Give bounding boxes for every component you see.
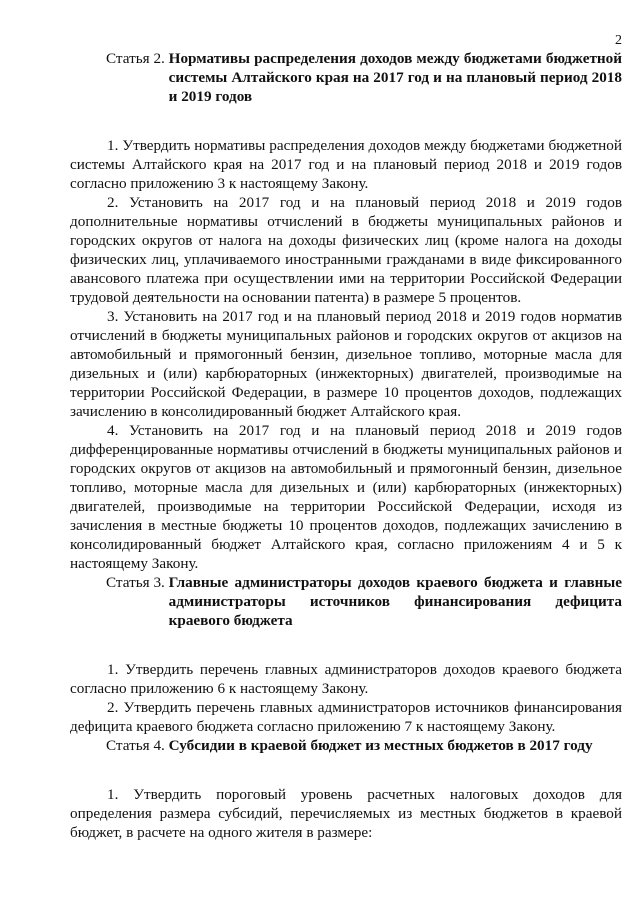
- article-2-paragraph-4: 4. Установить на 2017 год и на плановый период 2018 и 2019 годов дифференцированные нормативы отчислений в бюджеты муниципальных районов и городских округов от акцизов на автомобильный и прямогонный бензин, дизельное топливо, моторные масла для дизельных и (или) карбюраторных (инжекторных) двигателей, производимые на территории Российской Федерации, исходя из зачисления в местные бюджеты 10 процентов доходов, подлежащих зачислению в консолидированный бюджет Алтайского края, согласно приложениям 4 и 5 к настоящему Закону.: [70, 422, 622, 572]
- article-4-title: Субсидии в краевой бюджет из местных бюджетов в 2017 году: [168, 737, 593, 754]
- article-4-label: Статья 4.: [106, 737, 169, 754]
- article-2-paragraph-1: 1. Утвердить нормативы распределения доходов между бюджетами бюджетной системы Алтайского края на 2017 год и на плановый период 2018 и 2019 годов согласно приложению 3 к настоящему Закону.: [70, 137, 622, 192]
- article-3-heading: [70, 573, 622, 630]
- article-2-heading: [70, 49, 622, 106]
- article-2-paragraph-3: 3. Установить на 2017 год и на плановый период 2018 и 2019 годов норматив отчислений в бюджеты муниципальных районов и городских округов от акцизов на автомобильный и прямогонный бензин, дизельное топливо, моторные масла для дизельных и (или) карбюраторных (инжекторных) двигателей, производимые на территории Российской Федерации, в размере 10 процентов доходов, подлежащих зачислению в консолидированный бюджет Алтайского края.: [70, 308, 622, 420]
- article-3-title: Главные администраторы доходов краевого бюджета и главные администраторы источников финансирования дефицита краевого бюджета: [168, 574, 622, 629]
- article-2-paragraph-2: 2. Установить на 2017 год и на плановый период 2018 и 2019 годов дополнительные нормативы отчислений в бюджеты муниципальных районов и городских округов от налога на доходы физических лиц (кроме налога на доходы физических лиц, уплачиваемого иностранными гражданами в виде фиксированного авансового платежа при осуществлении ими на территории Российской Федерации трудовой деятельности на основании патента) в размере 5 процентов.: [70, 194, 622, 306]
- article-4-heading: [70, 736, 622, 755]
- article-4-paragraph-1: 1. Утвердить пороговый уровень расчетных налоговых доходов для определения размера субсидий, перечисляемых из местных бюджетов в краевой бюджет, в расчете на одного жителя в размере:: [70, 786, 622, 841]
- article-2-label: Статья 2.: [106, 50, 169, 67]
- article-2-title: Нормативы распределения доходов между бюджетами бюджетной системы Алтайского края на 2017 год и на плановый период 2018 и 2019 годов: [168, 50, 622, 105]
- article-3-paragraph-1: 1. Утвердить перечень главных администраторов доходов краевого бюджета согласно приложению 6 к настоящему Закону.: [70, 661, 622, 697]
- page-number: 2: [615, 33, 622, 48]
- article-3-paragraph-2: 2. Утвердить перечень главных администраторов источников финансирования дефицита краевого бюджета согласно приложению 7 к настоящему Закону.: [70, 699, 622, 735]
- article-3-label: Статья 3.: [106, 574, 169, 591]
- document-body: [70, 49, 622, 842]
